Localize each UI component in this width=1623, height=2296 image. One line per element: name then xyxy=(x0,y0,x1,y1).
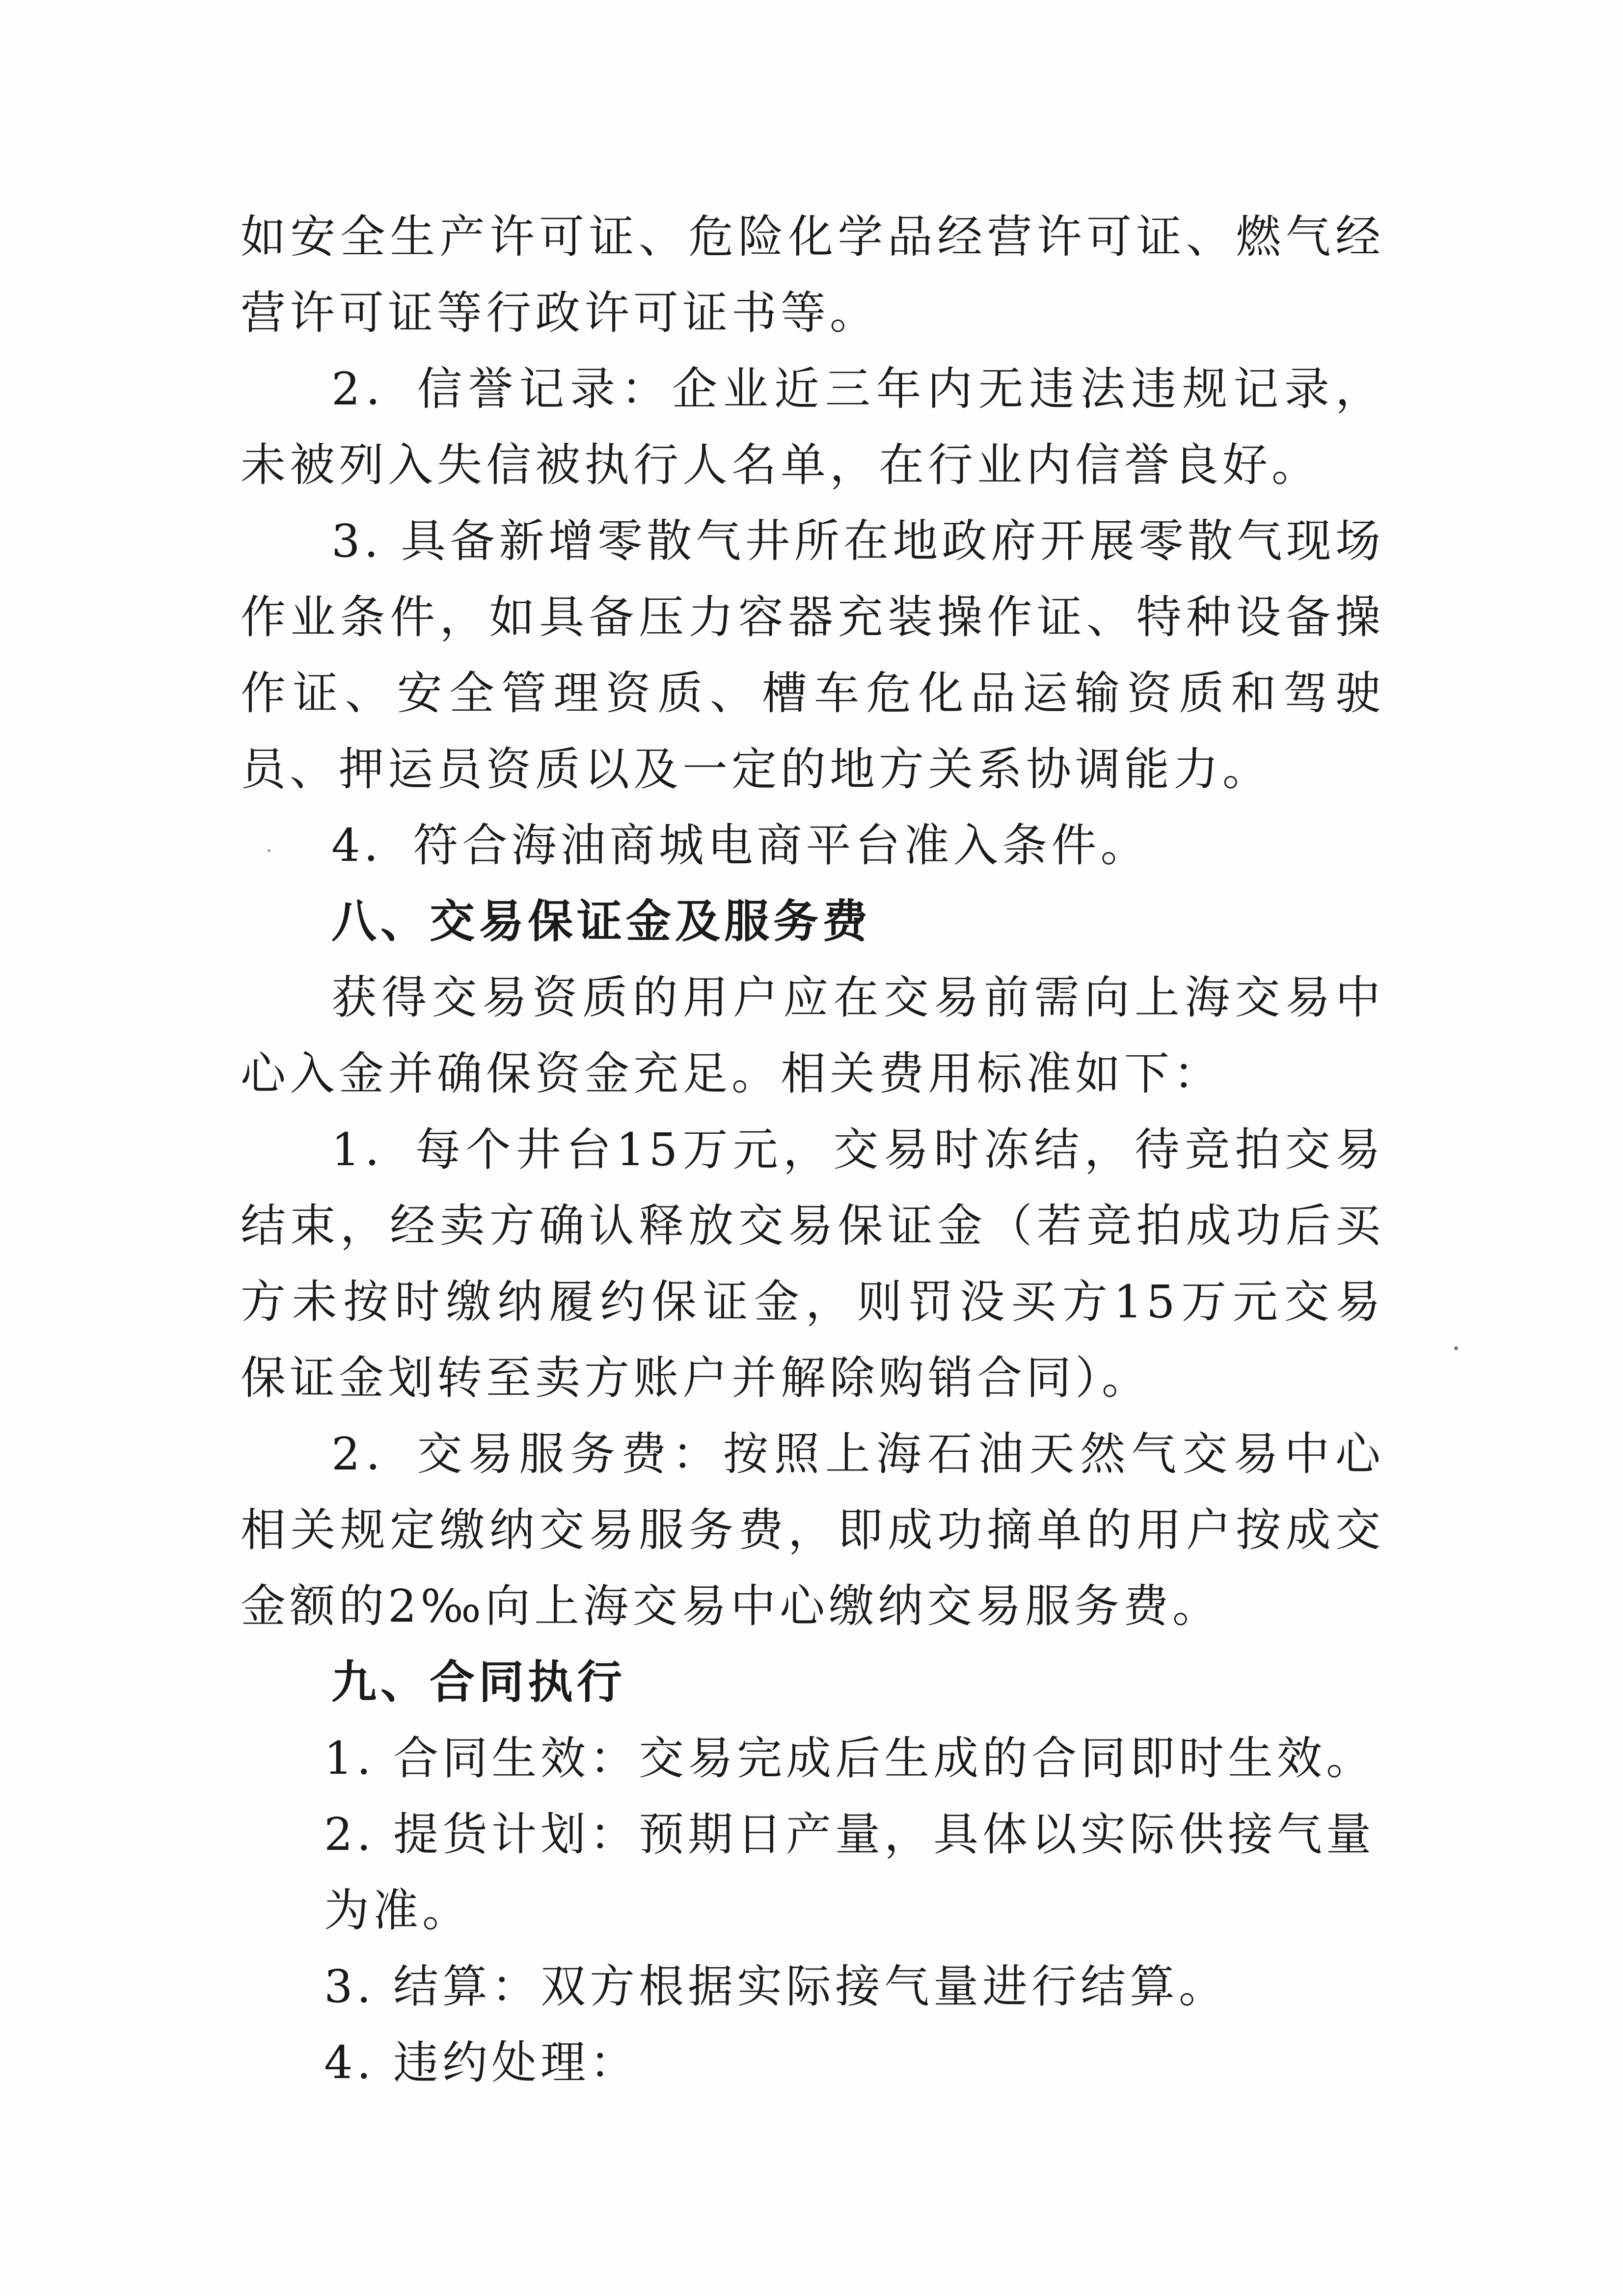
scan-speck xyxy=(1454,1346,1458,1350)
paragraph-deposit-amount: 1．每个井台15万元，交易时冻结，待竞拍交易结束，经卖方确认释放交易保证金（若竞拍成功后买方未按时缴纳履约保证金，则罚没买方15万元交易保证金划转至卖方账户并解除购销合同）。 xyxy=(241,1123,1384,1404)
list-item-settlement: 3. 结算：双方根据实际接气量进行结算。 xyxy=(324,1960,1228,2013)
scan-speck xyxy=(268,849,270,852)
paragraph-license-examples: 如安全生产许可证、危险化学品经营许可证、燃气经营许可证等行政许可证书等。 xyxy=(241,211,1384,339)
document-body xyxy=(241,199,1384,2101)
paragraph-credit-record: 2．信誉记录：企业近三年内无违法违规记录，未被列入失信被执行人名单，在行业内信誉良好。 xyxy=(241,363,1384,491)
list-item-breach-handling: 4. 违约处理： xyxy=(324,2036,639,2089)
paragraph-deposit-intro: 获得交易资质的用户应在交易前需向上海交易中心入金并确保资金充足。相关费用标准如下： xyxy=(241,971,1384,1100)
paragraph-platform-access: 4．符合海油商城电商平台准入条件。 xyxy=(331,819,1150,872)
list-item-contract-effective: 1. 合同生效：交易完成后生成的合同即时生效。 xyxy=(324,1732,1376,1785)
section-heading-deposit: 八、交易保证金及服务费 xyxy=(331,895,872,948)
paragraph-operation-conditions: 3. 具备新增零散气井所在地政府开展零散气现场作业条件，如具备压力容器充装操作证、特种设备操作证、安全管理资质、槽车危化品运输资质和驾驶员、押运员资质以及一定的地方关系协调能力。 xyxy=(241,515,1384,796)
section-heading-contract: 九、合同执行 xyxy=(331,1655,626,1709)
list-item-delivery-plan: 2. 提货计划：预期日产量，具体以实际供接气量为准。 xyxy=(324,1808,1376,1937)
paragraph-service-fee: 2．交易服务费：按照上海石油天然气交易中心相关规定缴纳交易服务费，即成功摘单的用户按成交金额的2‰向上海交易中心缴纳交易服务费。 xyxy=(241,1428,1384,1632)
